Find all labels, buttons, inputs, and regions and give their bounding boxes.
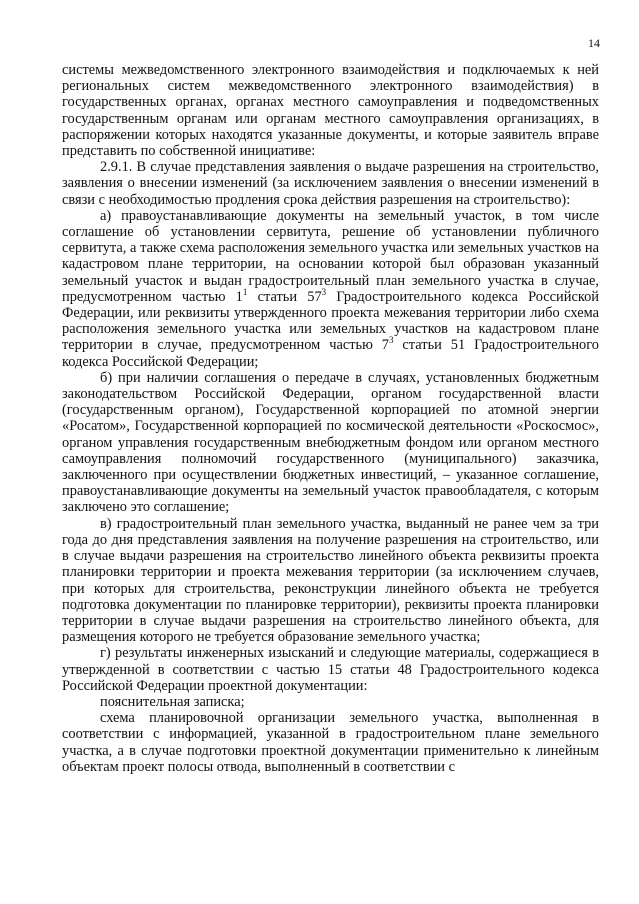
paragraph-site-plan: схема планировочной организации земельного участка, выполненная в соответствии с информацией, указанной в градостроительном плане земельного участка, а в случае подготовки проектной документации применительно к линейным объектам проект полосы отвода, выполненный в соответствии с — [62, 710, 599, 775]
paragraph-intro-continuation: системы межведомственного электронного взаимодействия и подключаемых к ней региональных систем межведомственного электронного взаимодействия) в государственных органах, органах местного самоуправления и подведомственных государственным органам или органам местного самоуправления организациях, в распоряжении которых находятся указанные документы, и которые заявитель вправе представить по собственной инициативе: — [62, 62, 599, 160]
item-a-superscript-1: 1 — [242, 287, 248, 298]
paragraph-item-v: в) градостроительный план земельного участка, выданный не ранее чем за три года до дня представления заявления на получение разрешения на строительство, или в случае выдачи разрешения на строительство линейного объекта реквизиты проекта планировки территории и проекта межевания территории (за исключением случаев, при которых для строительства, реконструкции линейного объекта не требуется подготовка документации по планировке территории), реквизиты проекта планировки территории в случае выдачи разрешения на строительство линейного объекта, для размещения которого не требуется образование земельного участка; — [62, 515, 599, 646]
page-number: 14 — [588, 36, 600, 50]
item-a-text-after: статьи 51 Градостроительного кодекса Российской Федерации; — [62, 337, 599, 370]
paragraph-item-b: б) при наличии соглашения о передаче в случаях, установленных бюджетным законодательством Российской Федерации, органом государственной власти (государственным органом), Государственной корпорацией по атомной энергии «Росатом», Государственной корпорацией по космической деятельности «Роскосмос», органом управления государственным внебюджетным фондом или органом местного самоуправления полномочий государственного (муниципального) заказчика, заключенного при осуществлении бюджетных инвестиций, – указанное соглашение, правоустанавливающие документы на земельный участок правообладателя, с которым заключено это соглашение; — [62, 369, 599, 516]
item-a-text-mid-1: статьи 57 — [247, 288, 322, 305]
paragraph-item-g: г) результаты инженерных изысканий и следующие материалы, содержащиеся в утвержденной в соответствии с частью 15 статьи 48 Градостроительного кодекса Российской Федерации проектной документации: — [62, 645, 599, 694]
paragraph-item-a — [62, 208, 599, 370]
item-a-superscript-2: 3 — [321, 287, 327, 298]
item-a-text-mid-2: Градостроительного кодекса Российской Федерации, или реквизиты утвержденного проекта межевания территории либо схема расположения земельного участка или земельных участков на кадастровом плане территории в случае, предусмотренном частью 7 — [62, 288, 600, 354]
document-body — [62, 62, 599, 775]
paragraph-explanatory-note: пояснительная записка; — [100, 693, 245, 710]
paragraph-2-9-1: 2.9.1. В случае представления заявления о выдаче разрешения на строительство, заявления о внесении изменений (за исключением заявления о внесении изменений в связи с необходимостью продления срока действия разрешения на строительство): — [62, 159, 599, 208]
item-a-superscript-3: 3 — [388, 335, 394, 346]
item-a-text-before: а) правоустанавливающие документы на земельный участок, в том числе соглашение об установлении сервитута, решение об установлении публичного сервитута, а также схема расположения земельного участка или земельных участков на кадастровом плане территории, на основании которой был образован указанный земельный участок и выдан градостроительный план земельного участка в случае, предусмотренном частью 1 — [62, 207, 599, 305]
